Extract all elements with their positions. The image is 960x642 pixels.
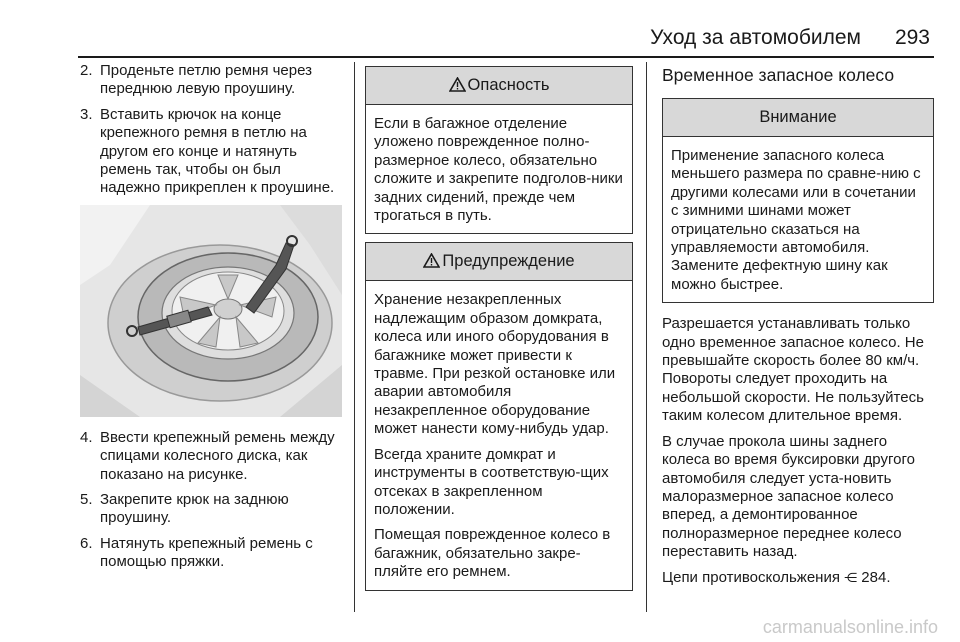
warning-triangle-icon [423,245,440,282]
body-paragraph: Разрешается устанавливать только одно временное запасное колесо. Не превышайте скорость более 80 км/ч. Повороты следует проходить на небольшой скорости. Не пользуйтесь таким колесом длительное время. [662,315,924,425]
step-number: 3. [80,105,93,123]
danger-box-title: Опасность [467,76,550,94]
warning-box [365,242,633,590]
section-title: Временное запасное колесо [662,65,895,85]
danger-box-body [366,105,632,233]
column-divider [354,62,355,612]
column-2 [365,66,633,599]
spare-wheel-image [80,205,342,417]
column-divider [646,62,647,612]
column-3 [662,64,934,594]
warning-box-body [366,281,632,589]
notice-box-header [663,99,933,137]
step-item [80,62,342,99]
step-text: Натянуть крепежный ремень с помощью пряжки. [100,534,313,571]
step-item [80,429,342,484]
step-number: 6. [80,534,93,552]
warning-paragraph: Помещая поврежденное колесо в багажник, обязательно закре-пляйте его ремнем. [374,526,611,581]
warning-paragraph: Хранение незакрепленных надлежащим образом домкрата, колеса или иного оборудования в багажнике может привести к травме. При резкой остановке или аварии автомобиля незакрепленное оборудование может нанести кому-нибудь удар. [374,291,616,438]
notice-box [662,98,934,303]
step-text: Закрепите крюк на заднюю проушину. [100,491,289,527]
warning-triangle-icon [449,69,466,106]
notice-box-title: Внимание [759,108,837,126]
notice-box-body [663,137,933,302]
step-text: Вставить крючок на конце крепежного ремня в петлю на другом его конце и натянуть ремень так, чтобы он был надежно прикреплен к проушине. [100,105,335,197]
danger-box-text: Если в багажное отделение уложено поврежденное полно-размерное колесо, обязательно сложите и закрепите подголов-ники задних сидений, прежде чем трогаться в путь. [374,115,623,225]
crossref-text: Цепи противоскольжения [662,568,840,586]
page-title: Уход за автомобилем [650,26,861,49]
page-number: 293 [894,26,930,49]
step-text: Проденьте петлю ремня через переднюю левую проушину. [100,62,313,98]
step-item [80,535,342,572]
step-item [80,491,342,528]
spare-wheel-illustration [80,205,342,417]
warning-box-header [366,243,632,281]
warning-box-title: Предупреждение [442,252,575,271]
notice-box-text: Применение запасного колеса меньшего размера по сравне-нию с другими колесами или в сочетании с зимними шинами может отрицательно сказаться на управляемости автомобиля. Замените дефектную шину как можно быстрее. [671,147,921,293]
body-paragraph: В случае прокола шины заднего колеса во время буксировки другого автомобиля следует уста-новить малоразмерное запасное колесо вперед, а демонтированное полноразмерное переднее колесо переставить назад. [662,432,915,561]
page-header [600,26,930,56]
watermark: carmanualsonline.info [762,617,938,637]
danger-box [365,66,633,234]
crossref-line [662,569,934,587]
header-rule [78,56,934,58]
column-1 [80,62,342,579]
step-number: 4. [80,428,93,446]
step-item [80,106,342,198]
step-number: 5. [80,491,93,509]
step-text: Ввести крепежный ремень между спицами колесного диска, как показано на рисунке. [100,428,335,483]
danger-box-header [366,67,632,105]
step-number: 2. [80,62,93,79]
arrow-reference-icon: ⋲ [844,569,858,585]
crossref-page[interactable]: 284. [861,568,891,586]
warning-paragraph: Всегда храните домкрат и инструменты в соответствую-щих отсеках в закрепленном положении. [374,445,609,518]
